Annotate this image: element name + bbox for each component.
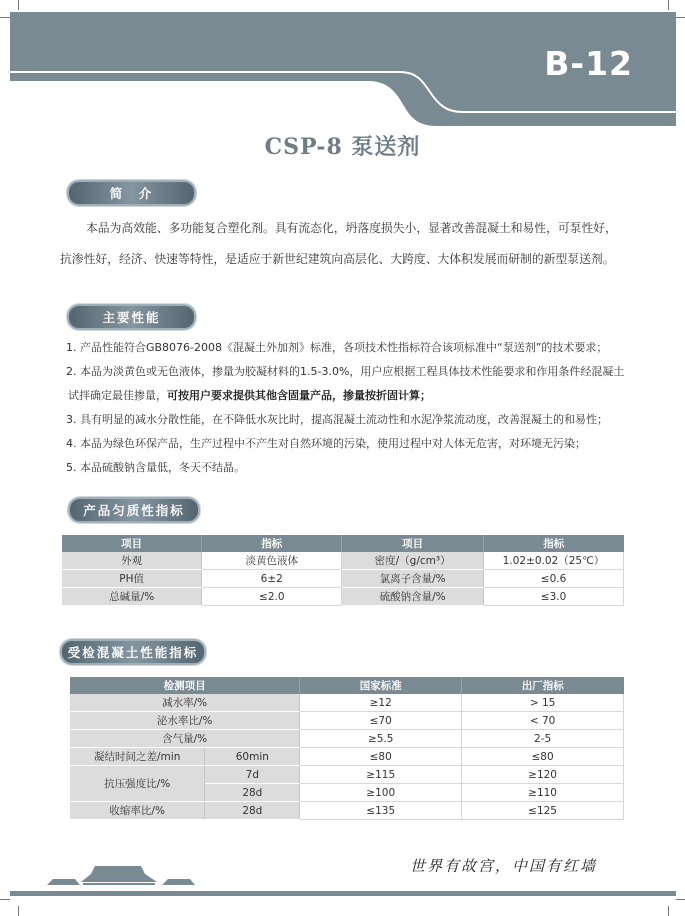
section-heading-intro xyxy=(67,180,196,206)
feature-item-cont-text: 试拌确定最佳掺量， xyxy=(68,389,167,402)
footer-bar xyxy=(10,891,676,896)
table-cell: 含气量/% xyxy=(70,730,300,748)
features-heading-text: 主要性能 xyxy=(102,310,161,325)
table-cell: ≥12 xyxy=(300,694,462,712)
feature-item: 2. 本品为淡黄色或无色液体，掺量为胶凝材料的1.5-3.0%，用户应根据工程具体技术性能要求和作用条件经混凝土 xyxy=(66,365,625,378)
column-header: 检测项目 xyxy=(70,677,300,694)
table-cell: ≤2.0 xyxy=(202,588,342,606)
table-cell: 6±2 xyxy=(202,570,342,588)
table-cell: 1.02±0.02（25℃） xyxy=(484,552,624,570)
palace-roof-icon xyxy=(45,860,195,888)
section-heading-uniformity xyxy=(68,497,200,523)
table-cell: < 70 xyxy=(462,712,624,730)
column-header: 指标 xyxy=(484,535,624,552)
table-cell: 外观 xyxy=(62,552,202,570)
table-row xyxy=(70,748,624,766)
uniformity-heading-text: 产品匀质性指标 xyxy=(83,503,185,518)
table-cell: ≥110 xyxy=(462,784,624,802)
table-cell: 硫酸钠含量/% xyxy=(342,588,484,606)
table-cell: ≥120 xyxy=(462,766,624,784)
table-cell: 氯离子含量/% xyxy=(342,570,484,588)
feature-item-cont-bold: 可按用户要求提供其他含固量产品，掺量按折固计算； xyxy=(167,389,431,402)
features-list xyxy=(66,336,656,480)
table-cell: ≤80 xyxy=(462,748,624,766)
column-header: 项目 xyxy=(342,535,484,552)
intro-line-2: 抗渗性好，经济、快速等特性，是适应于新世纪建筑向高层化、大跨度、大体积发展而研制的新型泵送剂。 xyxy=(60,252,615,266)
column-header: 项目 xyxy=(62,535,202,552)
section-heading-features xyxy=(67,304,196,330)
feature-item: 3. 具有明显的减水分散性能，在不降低水灰比时，提高混凝土流动性和水泥净浆流动度，改善混凝土的和易性； xyxy=(66,413,608,426)
table-cell: 收缩率比/% xyxy=(70,802,205,820)
table-cell: ≤0.6 xyxy=(484,570,624,588)
crop-mark xyxy=(0,899,10,900)
column-header: 指标 xyxy=(202,535,342,552)
table-cell: ≥5.5 xyxy=(300,730,462,748)
table-cell: 2-5 xyxy=(462,730,624,748)
concrete-heading-text: 受检混凝土性能指标 xyxy=(67,645,199,660)
table-cell: 28d xyxy=(205,784,300,802)
table-cell: 凝结时间之差/min xyxy=(70,748,205,766)
table-row xyxy=(62,570,624,588)
crop-mark xyxy=(18,906,19,916)
table-row xyxy=(62,588,624,606)
table-cell: 总碱量/% xyxy=(62,588,202,606)
product-title: CSP-8 泵送剂 xyxy=(264,134,421,160)
table-cell: ≤70 xyxy=(300,712,462,730)
table-cell: ≤125 xyxy=(462,802,624,820)
table-header-row xyxy=(70,677,624,694)
feature-item: 5. 本品硫酸钠含量低，冬天不结晶。 xyxy=(66,461,245,474)
table-row xyxy=(70,766,624,784)
intro-heading-text: 简 介 xyxy=(109,186,154,201)
table-cell: ≤135 xyxy=(300,802,462,820)
column-header: 国家标准 xyxy=(300,677,462,694)
section-heading-concrete xyxy=(60,639,206,665)
table-cell: 减水率/% xyxy=(70,694,300,712)
concrete-table xyxy=(70,677,624,820)
table-row xyxy=(70,802,624,820)
table-cell: 淡黄色液体 xyxy=(202,552,342,570)
feature-item: 1. 产品性能符合GB8076-2008《混凝土外加剂》标准，各项技术性指标符合该项标准中“泵送剂”的技术要求； xyxy=(66,341,608,354)
table-cell: 泌水率比/% xyxy=(70,712,300,730)
crop-mark xyxy=(668,906,669,916)
page-code: B-12 xyxy=(544,44,633,83)
footer-slogan: 世界有故宫，中国有红墙 xyxy=(409,857,597,875)
crop-mark xyxy=(676,899,685,900)
table-cell: PH值 xyxy=(62,570,202,588)
uniformity-table xyxy=(62,535,624,606)
table-header-row xyxy=(62,535,624,552)
table-row xyxy=(70,694,624,712)
table-cell: ≥115 xyxy=(300,766,462,784)
table-cell: 密度/（g/cm³） xyxy=(342,552,484,570)
table-cell: ≤3.0 xyxy=(484,588,624,606)
table-cell: 抗压强度比/% xyxy=(70,766,205,802)
table-row xyxy=(70,712,624,730)
table-row xyxy=(70,730,624,748)
table-cell: 7d xyxy=(205,766,300,784)
feature-item: 4. 本品为绿色环保产品，生产过程中不产生对自然环境的污染，使用过程中对人体无危害，对环境无污染； xyxy=(66,437,586,450)
intro-line-1: 本品为高效能、多功能复合塑化剂。具有流态化，坍落度损失小，显著改善混凝土和易性，可泵性好， xyxy=(86,221,617,235)
table-cell: 28d xyxy=(205,802,300,820)
table-cell: ≥100 xyxy=(300,784,462,802)
table-cell: ≤80 xyxy=(300,748,462,766)
table-cell: > 15 xyxy=(462,694,624,712)
table-row xyxy=(62,552,624,570)
column-header: 出厂指标 xyxy=(462,677,624,694)
table-cell: 60min xyxy=(205,748,300,766)
feature-item-continuation xyxy=(66,384,656,408)
intro-paragraph xyxy=(62,213,642,275)
